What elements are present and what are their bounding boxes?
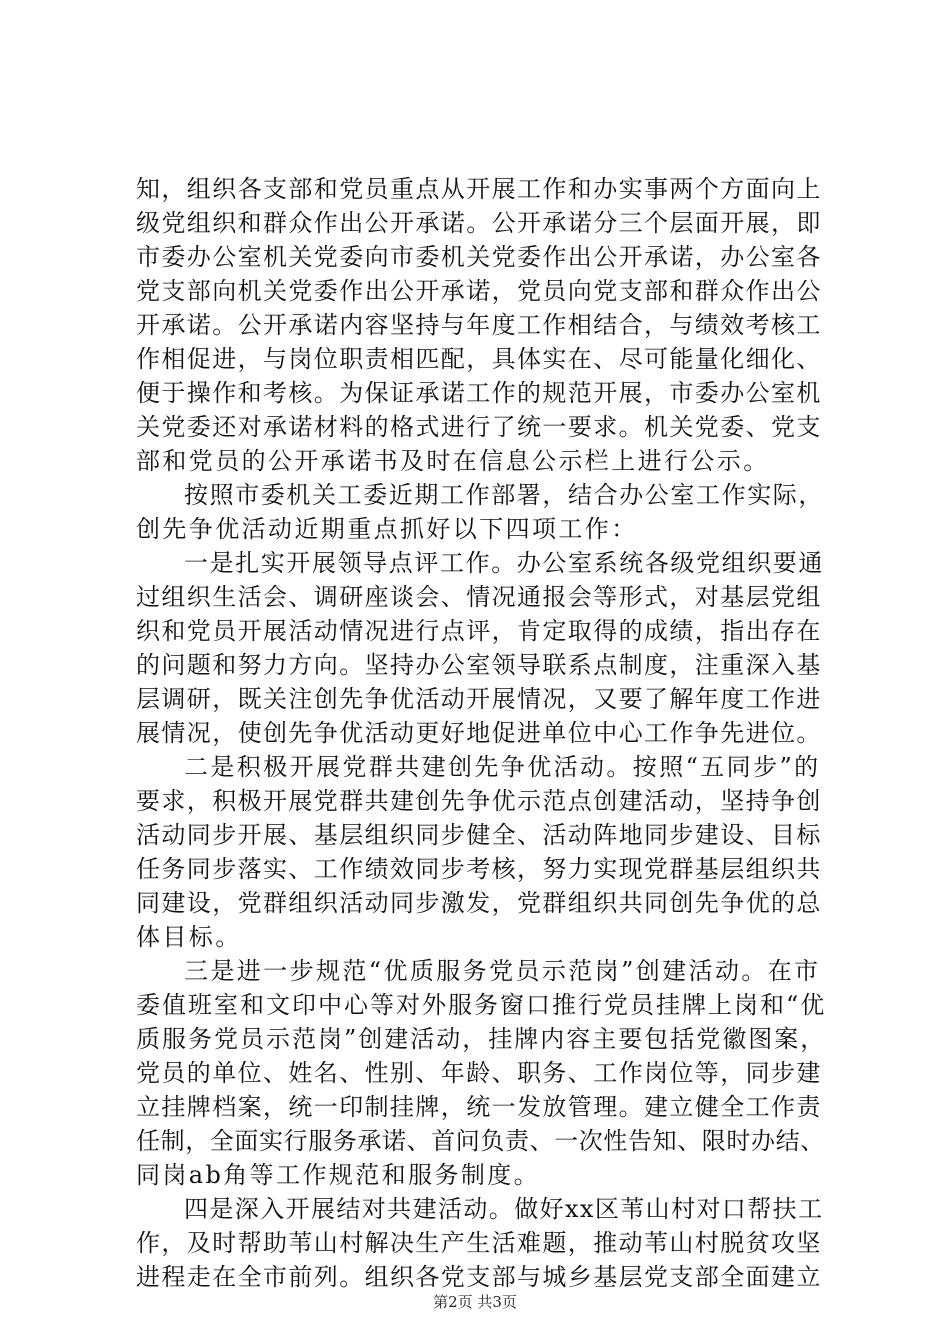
text-line: 作，及时帮助苇山村解决生产生活难题，推动苇山村脱贫攻坚 [136, 1229, 822, 1257]
text-line: 同岗ab角等工作规范和服务制度。 [136, 1161, 541, 1189]
paragraph-first-line: 按照市委机关工委近期工作部署，结合办公室工作实际， [184, 481, 824, 509]
text-line: 委值班室和文印中心等对外服务窗口推行党员挂牌上岗和“优 [136, 991, 827, 1019]
text-line: 体目标。 [136, 923, 242, 951]
text-line: 开承诺。公开承诺内容坚持与年度工作相结合，与绩效考核工 [136, 311, 822, 339]
text-line: 知，组织各支部和党员重点从开展工作和办实事两个方面向上 [136, 175, 822, 203]
text-line: 质服务党员示范岗”创建活动，挂牌内容主要包括党徽图案， [136, 1025, 827, 1053]
text-line: 党支部向机关党委作出公开承诺，党员向党支部和群众作出公 [136, 277, 822, 305]
text-line: 展情况，使创先争优活动更好地促进单位中心工作争先进位。 [136, 719, 822, 747]
text-line: 党员的单位、姓名、性别、年龄、职务、工作岗位等，同步建 [136, 1059, 822, 1087]
text-line: 立挂牌档案，统一印制挂牌，统一发放管理。建立健全工作责 [136, 1093, 822, 1121]
text-line: 进程走在全市前列。组织各党支部与城乡基层党支部全面建立 [136, 1263, 822, 1291]
text-line: 过组织生活会、调研座谈会、情况通报会等形式，对基层党组 [136, 583, 822, 611]
text-line: 作相促进，与岗位职责相匹配，具体实在、尽可能量化细化、 [136, 345, 822, 373]
text-line: 同建设，党群组织活动同步激发，党群组织共同创先争优的总 [136, 889, 822, 917]
text-line: 织和党员开展活动情况进行点评，肯定取得的成绩，指出存在 [136, 617, 822, 645]
paragraph-first-line: 二是积极开展党群共建创先争优活动。按照“五同步”的 [184, 753, 821, 781]
paragraph-first-line: 一是扎实开展领导点评工作。办公室系统各级党组织要通 [184, 549, 824, 577]
text-line: 任务同步落实、工作绩效同步考核，努力实现党群基层组织共 [136, 855, 822, 883]
page-footer: 第2页 共3页 [433, 1293, 517, 1311]
text-line: 便于操作和考核。为保证承诺工作的规范开展，市委办公室机 [136, 379, 822, 407]
paragraph-first-line: 三是进一步规范“优质服务党员示范岗”创建活动。在市 [184, 957, 821, 985]
text-line: 创先争优活动近期重点抓好以下四项工作： [136, 515, 638, 543]
text-line: 任制，全面实行服务承诺、首问负责、一次性告知、限时办结、 [136, 1127, 825, 1155]
paragraph-first-line: 四是深入开展结对共建活动。做好xx区苇山村对口帮扶工 [184, 1195, 824, 1223]
text-line: 关党委还对承诺材料的格式进行了统一要求。机关党委、党支 [136, 413, 822, 441]
text-line: 市委办公室机关党委向市委机关党委作出公开承诺，办公室各 [136, 243, 822, 271]
text-line: 级党组织和群众作出公开承诺。公开承诺分三个层面开展，即 [136, 209, 822, 237]
text-line: 部和党员的公开承诺书及时在信息公示栏上进行公示。 [136, 447, 770, 475]
text-line: 的问题和努力方向。坚持办公室领导联系点制度，注重深入基 [136, 651, 822, 679]
text-line: 要求，积极开展党群共建创先争优示范点创建活动，坚持争创 [136, 787, 822, 815]
text-line: 层调研，既关注创先争优活动开展情况，又要了解年度工作进 [136, 685, 822, 713]
text-line: 活动同步开展、基层组织同步健全、活动阵地同步建设、目标 [136, 821, 822, 849]
